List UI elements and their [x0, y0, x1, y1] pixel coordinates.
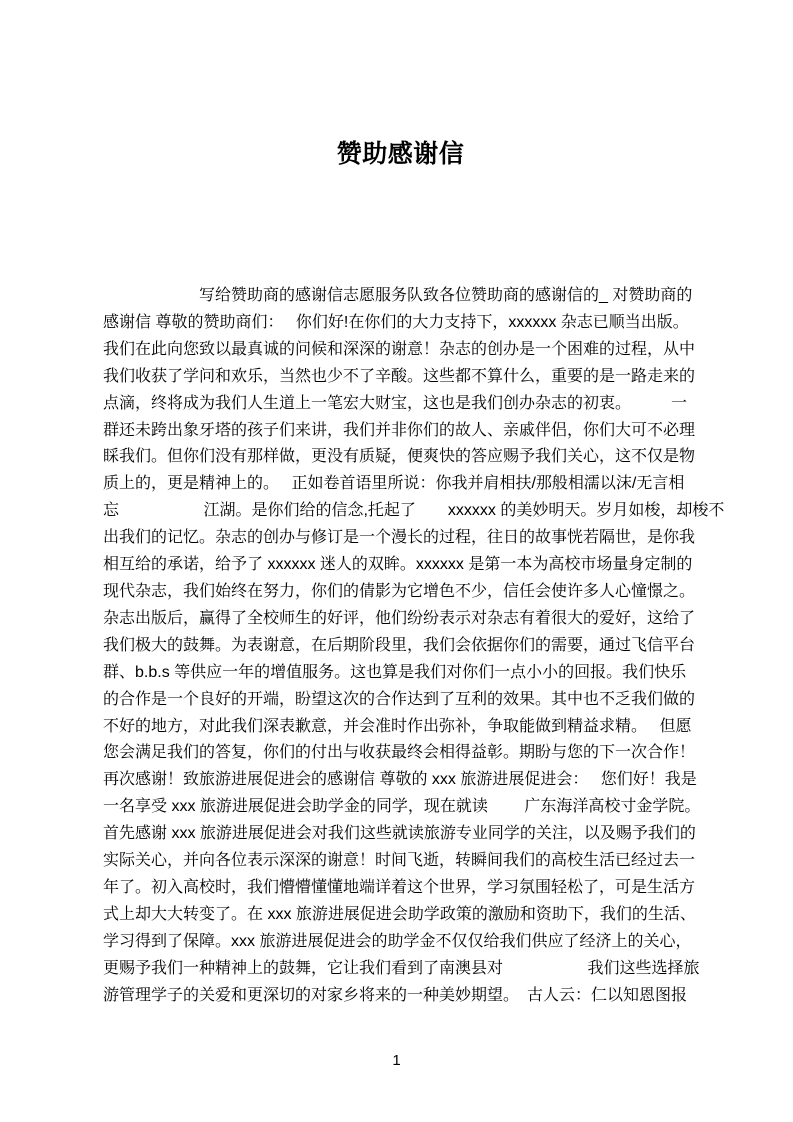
document-body: [103, 283, 725, 1009]
text-line: 写给赞助商的感谢信志愿服务队致各位赞助商的感谢信的_ 对赞助商的: [103, 287, 693, 304]
text-line: 式上却大大转变了。在 xxx 旅游进展促进会助学政策的激励和资助下，我们的生活、: [103, 905, 696, 923]
text-line: 更赐予我们一种精神上的鼓舞，它让我们看到了南澳县对 我们这些选择旅: [103, 959, 700, 977]
text-line: 您会满足我们的答复，你们的付出与收获最终会相得益彰。期盼与您的下一次合作！: [103, 744, 696, 762]
text-line: 年了。初入高校时，我们懵懵懂懂地端详着这个世界，学习氛围轻松了，可是生活方: [103, 878, 696, 896]
text-line: 我们在此向您致以最真诚的问候和深深的谢意！杂志的创办是一个困难的过程，从中: [103, 340, 696, 358]
text-line: 游管理学子的关爱和更深切的对家乡将来的一种美妙期望。 古人云：仁以知恩图报: [103, 986, 688, 1004]
text-line: 实际关心，并向各位表示深深的谢意！时间飞逝，转瞬间我们的高校生活已经过去一: [103, 852, 696, 870]
text-line: 忘 江湖。是你们给的信念,托起了 xxxxxx 的美妙明天。岁月如梭，却梭不: [103, 502, 725, 520]
text-line: 再次感谢！致旅游进展促进会的感谢信 尊敬的 xxx 旅游进展促进会： 您们好！我是: [103, 771, 697, 789]
text-line: 学习得到了保障。xxx 旅游进展促进会的助学金不仅仅给我们供应了经济上的关心，: [103, 932, 692, 950]
text-line: 现代杂志，我们始终在努力，你们的倩影为它增色不少，信任会使许多人心憧憬之。: [103, 582, 696, 600]
text-line: 群、b.b.s 等供应一年的增值服务。这也算是我们对你们一点小小的回报。我们快乐: [103, 663, 687, 681]
text-line: 首先感谢 xxx 旅游进展促进会对我们这些就读旅游专业同学的关注，以及赐予我们的: [103, 825, 696, 843]
text-line: 出我们的记忆。杂志的创办与修订是一个漫长的过程，往日的故事恍若隔世，是你我: [103, 529, 696, 547]
text-line: 我们收获了学问和欢乐，当然也少不了辛酸。这些都不算什么，重要的是一路走来的: [103, 367, 696, 385]
page-number: 1: [392, 1052, 401, 1069]
text-line: 点滴，终将成为我们人生道上一笔宏大财宝，这也是我们创办杂志的初衷。 一: [103, 394, 688, 412]
text-line: 感谢信 尊敬的赞助商们： 你们好!在你们的大力支持下，xxxxxx 杂志已顺当出版。: [103, 313, 689, 331]
text-line: 相互给的承诺，给予了 xxxxxx 迷人的双眸。xxxxxx 是第一本为高校市场量身定制的: [103, 556, 693, 574]
text-line: 质上的，更是精神上的。 正如卷首语里所说：你我并肩相扶/那般相濡以沫/无言相: [103, 475, 685, 493]
text-line: 一名享受 xxx 旅游进展促进会助学金的同学，现在就读 广东海洋高校寸金学院。: [103, 798, 701, 816]
text-line: 杂志出版后，赢得了全校师生的好评，他们纷纷表示对杂志有着很大的爱好，这给了: [103, 609, 696, 627]
text-line: 我们极大的鼓舞。为表谢意，在后期阶段里，我们会依据你们的需要，通过飞信平台: [103, 636, 696, 654]
text-line: 睬我们。但你们没有那样做，更没有质疑，便爽快的答应赐予我们关心，这不仅是物: [103, 448, 696, 466]
text-line: 群还未跨出象牙塔的孩子们来讲，我们并非你们的故人、亲戚伴侣，你们大可不必理: [103, 421, 696, 439]
text-line: 的合作是一个良好的开端，盼望这次的合作达到了互利的效果。其中也不乏我们做的: [103, 690, 696, 708]
document-title: 赞助感谢信: [336, 140, 465, 168]
text-line: 不好的地方，对此我们深表歉意，并会准时作出弥补，争取能做到精益求精。 但愿: [103, 717, 692, 735]
